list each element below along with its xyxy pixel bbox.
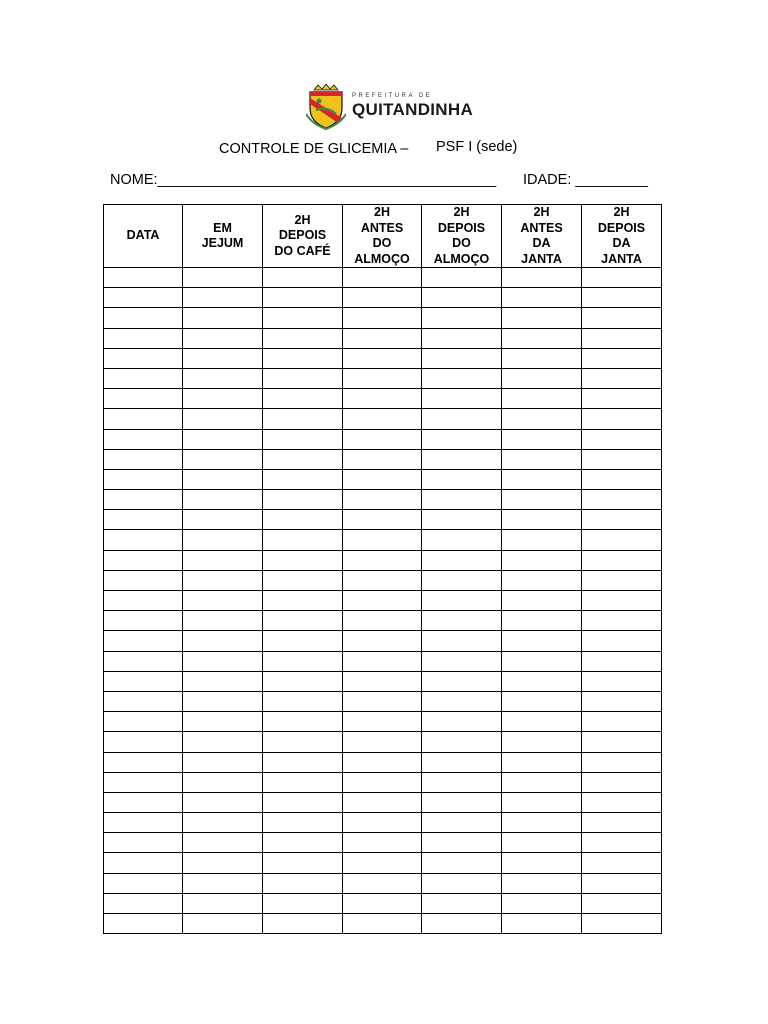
table-cell[interactable]	[343, 792, 422, 812]
table-cell[interactable]	[104, 510, 183, 530]
table-cell[interactable]	[104, 328, 183, 348]
table-cell[interactable]	[502, 914, 582, 934]
table-cell[interactable]	[263, 611, 343, 631]
table-cell[interactable]	[422, 631, 502, 651]
column-header-em-jejum: EM JEJUM	[183, 205, 263, 268]
table-cell[interactable]	[422, 732, 502, 752]
table-cell[interactable]	[104, 530, 183, 550]
table-cell[interactable]	[104, 792, 183, 812]
logo-prefeitura-text: PREFEITURA DE	[352, 93, 433, 99]
table-cell[interactable]	[502, 530, 582, 550]
table-cell[interactable]	[422, 429, 502, 449]
table-cell[interactable]	[263, 328, 343, 348]
table-cell[interactable]	[263, 732, 343, 752]
table-cell[interactable]	[502, 268, 582, 288]
table-cell[interactable]	[343, 651, 422, 671]
table-cell[interactable]	[422, 409, 502, 429]
table-cell[interactable]	[343, 631, 422, 651]
table-cell[interactable]	[263, 389, 343, 409]
table-cell[interactable]	[343, 409, 422, 429]
table-cell[interactable]	[502, 409, 582, 429]
table-cell[interactable]	[263, 530, 343, 550]
table-cell[interactable]	[582, 813, 662, 833]
table-cell[interactable]	[502, 469, 582, 489]
table-cell[interactable]	[502, 631, 582, 651]
table-cell[interactable]	[343, 389, 422, 409]
table-cell[interactable]	[502, 792, 582, 812]
table-cell[interactable]	[422, 651, 502, 671]
quitandinha-logo	[306, 84, 476, 130]
table-row	[104, 490, 662, 510]
table-cell[interactable]	[422, 914, 502, 934]
table-cell[interactable]	[263, 671, 343, 691]
table-cell[interactable]	[263, 268, 343, 288]
table-cell[interactable]	[502, 772, 582, 792]
table-cell[interactable]	[582, 732, 662, 752]
table-cell[interactable]	[183, 691, 263, 711]
table-cell[interactable]	[263, 691, 343, 711]
table-cell[interactable]	[343, 752, 422, 772]
table-row	[104, 893, 662, 913]
table-cell[interactable]	[343, 853, 422, 873]
table-cell[interactable]	[582, 570, 662, 590]
table-cell[interactable]	[502, 510, 582, 530]
table-cell[interactable]	[502, 429, 582, 449]
table-cell[interactable]	[263, 712, 343, 732]
table-cell[interactable]	[582, 873, 662, 893]
table-cell[interactable]	[422, 893, 502, 913]
table-cell[interactable]	[183, 732, 263, 752]
table-cell[interactable]	[343, 671, 422, 691]
column-header-2h-antes-almoco: 2H ANTES DO ALMOÇO	[343, 205, 422, 268]
table-cell[interactable]	[582, 712, 662, 732]
table-cell[interactable]	[183, 429, 263, 449]
table-row	[104, 671, 662, 691]
table-cell[interactable]	[422, 671, 502, 691]
table-cell[interactable]	[582, 631, 662, 651]
table-cell[interactable]	[104, 893, 183, 913]
table-cell[interactable]	[263, 873, 343, 893]
column-header-2h-antes-janta: 2H ANTES DA JANTA	[502, 205, 582, 268]
table-cell[interactable]	[263, 752, 343, 772]
table-cell[interactable]	[343, 530, 422, 550]
table-cell[interactable]	[582, 752, 662, 772]
column-header-2h-depois-almoco: 2H DEPOIS DO ALMOÇO	[422, 205, 502, 268]
table-cell[interactable]	[582, 893, 662, 913]
table-cell[interactable]	[263, 348, 343, 368]
table-cell[interactable]	[502, 570, 582, 590]
table-cell[interactable]	[422, 873, 502, 893]
glicemia-table	[103, 204, 662, 934]
table-cell[interactable]	[422, 368, 502, 388]
table-cell[interactable]	[582, 389, 662, 409]
table-cell[interactable]	[104, 570, 183, 590]
table-cell[interactable]	[263, 631, 343, 651]
table-cell[interactable]	[183, 368, 263, 388]
table-cell[interactable]	[582, 772, 662, 792]
table-cell[interactable]	[422, 570, 502, 590]
table-cell[interactable]	[343, 550, 422, 570]
table-cell[interactable]	[422, 510, 502, 530]
table-cell[interactable]	[582, 510, 662, 530]
table-cell[interactable]	[343, 914, 422, 934]
table-cell[interactable]	[263, 914, 343, 934]
table-cell[interactable]	[582, 409, 662, 429]
table-cell[interactable]	[183, 772, 263, 792]
table-cell[interactable]	[343, 469, 422, 489]
table-row	[104, 510, 662, 530]
table-cell[interactable]	[263, 570, 343, 590]
page-title: CONTROLE DE GLICEMIA –	[219, 141, 409, 157]
table-cell[interactable]	[183, 813, 263, 833]
table-cell[interactable]	[183, 530, 263, 550]
table-cell[interactable]	[183, 792, 263, 812]
table-cell[interactable]	[343, 813, 422, 833]
table-row	[104, 813, 662, 833]
table-cell[interactable]	[263, 429, 343, 449]
table-cell[interactable]	[104, 308, 183, 328]
table-cell[interactable]	[183, 570, 263, 590]
table-cell[interactable]	[263, 449, 343, 469]
table-cell[interactable]	[502, 348, 582, 368]
table-cell[interactable]	[422, 591, 502, 611]
table-cell[interactable]	[343, 288, 422, 308]
table-row	[104, 651, 662, 671]
table-cell[interactable]	[422, 530, 502, 550]
table-cell[interactable]	[183, 651, 263, 671]
table-cell[interactable]	[502, 288, 582, 308]
table-cell[interactable]	[104, 449, 183, 469]
table-cell[interactable]	[343, 368, 422, 388]
table-cell[interactable]	[183, 914, 263, 934]
table-cell[interactable]	[343, 429, 422, 449]
table-cell[interactable]	[502, 490, 582, 510]
table-cell[interactable]	[582, 833, 662, 853]
table-cell[interactable]	[263, 893, 343, 913]
column-header-2h-depois-cafe: 2H DEPOIS DO CAFÉ	[263, 205, 343, 268]
table-row	[104, 611, 662, 631]
table-cell[interactable]	[183, 510, 263, 530]
table-cell[interactable]	[582, 368, 662, 388]
table-cell[interactable]	[343, 490, 422, 510]
table-row	[104, 348, 662, 368]
table-row	[104, 591, 662, 611]
table-cell[interactable]	[502, 389, 582, 409]
table-cell[interactable]	[183, 671, 263, 691]
table-cell[interactable]	[343, 712, 422, 732]
table-cell[interactable]	[422, 449, 502, 469]
table-cell[interactable]	[183, 873, 263, 893]
table-cell[interactable]	[183, 389, 263, 409]
table-cell[interactable]	[343, 772, 422, 792]
table-cell[interactable]	[343, 510, 422, 530]
table-cell[interactable]	[422, 792, 502, 812]
table-cell[interactable]	[502, 449, 582, 469]
table-cell[interactable]	[183, 268, 263, 288]
table-cell[interactable]	[422, 813, 502, 833]
table-cell[interactable]	[502, 853, 582, 873]
table-cell[interactable]	[582, 792, 662, 812]
table-cell[interactable]	[183, 611, 263, 631]
table-cell[interactable]	[582, 449, 662, 469]
table-cell[interactable]	[183, 833, 263, 853]
table-cell[interactable]	[582, 550, 662, 570]
table-cell[interactable]	[104, 651, 183, 671]
table-cell[interactable]	[502, 611, 582, 631]
table-cell[interactable]	[104, 712, 183, 732]
table-row	[104, 449, 662, 469]
table-cell[interactable]	[263, 368, 343, 388]
table-cell[interactable]	[422, 328, 502, 348]
coat-of-arms-icon	[306, 84, 346, 130]
table-cell[interactable]	[502, 651, 582, 671]
table-row	[104, 389, 662, 409]
table-cell[interactable]	[502, 873, 582, 893]
table-cell[interactable]	[343, 308, 422, 328]
table-cell[interactable]	[104, 752, 183, 772]
column-header-data: DATA	[104, 205, 183, 268]
table-cell[interactable]	[343, 893, 422, 913]
table-cell[interactable]	[104, 873, 183, 893]
table-cell[interactable]	[582, 490, 662, 510]
table-cell[interactable]	[263, 813, 343, 833]
table-cell[interactable]	[104, 288, 183, 308]
table-cell[interactable]	[582, 288, 662, 308]
table-row	[104, 268, 662, 288]
table-row	[104, 712, 662, 732]
table-cell[interactable]	[183, 348, 263, 368]
table-cell[interactable]	[104, 631, 183, 651]
table-cell[interactable]	[104, 348, 183, 368]
table-cell[interactable]	[104, 813, 183, 833]
table-cell[interactable]	[422, 469, 502, 489]
table-cell[interactable]	[104, 591, 183, 611]
table-cell[interactable]	[104, 671, 183, 691]
table-cell[interactable]	[422, 308, 502, 328]
table-row	[104, 772, 662, 792]
table-cell[interactable]	[502, 752, 582, 772]
table-cell[interactable]	[502, 813, 582, 833]
table-cell[interactable]	[104, 368, 183, 388]
table-cell[interactable]	[582, 469, 662, 489]
table-row	[104, 368, 662, 388]
table-cell[interactable]	[343, 611, 422, 631]
table-cell[interactable]	[104, 429, 183, 449]
table-cell[interactable]	[183, 308, 263, 328]
table-cell[interactable]	[104, 833, 183, 853]
table-row	[104, 550, 662, 570]
table-cell[interactable]	[422, 611, 502, 631]
table-cell[interactable]	[502, 691, 582, 711]
table-cell[interactable]	[343, 348, 422, 368]
table-row	[104, 308, 662, 328]
column-header-2h-depois-janta: 2H DEPOIS DA JANTA	[582, 205, 662, 268]
table-cell[interactable]	[582, 530, 662, 550]
table-row	[104, 853, 662, 873]
table-cell[interactable]	[422, 772, 502, 792]
table-cell[interactable]	[582, 328, 662, 348]
table-cell[interactable]	[422, 288, 502, 308]
idade-field-label: IDADE: _________	[523, 172, 648, 188]
table-header-row	[104, 205, 662, 268]
table-row	[104, 732, 662, 752]
table-cell[interactable]	[343, 570, 422, 590]
table-row	[104, 631, 662, 651]
table-cell[interactable]	[183, 469, 263, 489]
table-cell[interactable]	[183, 409, 263, 429]
table-cell[interactable]	[263, 469, 343, 489]
table-cell[interactable]	[104, 853, 183, 873]
table-cell[interactable]	[104, 611, 183, 631]
table-row	[104, 429, 662, 449]
table-cell[interactable]	[582, 308, 662, 328]
table-cell[interactable]	[104, 772, 183, 792]
table-cell[interactable]	[582, 429, 662, 449]
table-cell[interactable]	[104, 914, 183, 934]
table-cell[interactable]	[183, 328, 263, 348]
table-row	[104, 328, 662, 348]
table-cell[interactable]	[582, 671, 662, 691]
table-cell[interactable]	[343, 449, 422, 469]
table-cell[interactable]	[183, 550, 263, 570]
table-cell[interactable]	[343, 833, 422, 853]
table-cell[interactable]	[104, 550, 183, 570]
table-cell[interactable]	[502, 732, 582, 752]
table-cell[interactable]	[582, 691, 662, 711]
table-row	[104, 288, 662, 308]
table-row	[104, 833, 662, 853]
table-cell[interactable]	[343, 591, 422, 611]
table-cell[interactable]	[183, 853, 263, 873]
table-cell[interactable]	[263, 833, 343, 853]
table-cell[interactable]	[104, 409, 183, 429]
table-cell[interactable]	[104, 490, 183, 510]
table-row	[104, 570, 662, 590]
table-cell[interactable]	[343, 691, 422, 711]
table-cell[interactable]	[263, 853, 343, 873]
table-cell[interactable]	[104, 389, 183, 409]
table-cell[interactable]	[422, 268, 502, 288]
logo-city-name: QUITANDINHA	[352, 100, 474, 119]
table-cell[interactable]	[104, 732, 183, 752]
table-cell[interactable]	[502, 671, 582, 691]
table-cell[interactable]	[183, 288, 263, 308]
table-cell[interactable]	[263, 409, 343, 429]
table-row	[104, 530, 662, 550]
table-cell[interactable]	[343, 328, 422, 348]
table-body	[104, 268, 662, 934]
table-cell[interactable]	[422, 490, 502, 510]
table-cell[interactable]	[104, 469, 183, 489]
table-cell[interactable]	[104, 691, 183, 711]
table-cell[interactable]	[263, 772, 343, 792]
table-row	[104, 752, 662, 772]
table-row	[104, 691, 662, 711]
table-cell[interactable]	[263, 792, 343, 812]
table-row	[104, 873, 662, 893]
table-cell[interactable]	[422, 853, 502, 873]
table-row	[104, 792, 662, 812]
table-cell[interactable]	[263, 550, 343, 570]
table-cell[interactable]	[502, 368, 582, 388]
table-cell[interactable]	[343, 268, 422, 288]
table-cell[interactable]	[582, 611, 662, 631]
table-cell[interactable]	[422, 550, 502, 570]
table-row	[104, 409, 662, 429]
table-cell[interactable]	[422, 348, 502, 368]
table-cell[interactable]	[582, 853, 662, 873]
table-cell[interactable]	[582, 348, 662, 368]
table-cell[interactable]	[263, 591, 343, 611]
table-cell[interactable]	[183, 712, 263, 732]
table-cell[interactable]	[183, 490, 263, 510]
table-cell[interactable]	[183, 631, 263, 651]
table-cell[interactable]	[502, 893, 582, 913]
table-cell[interactable]	[343, 873, 422, 893]
table-row	[104, 914, 662, 934]
page-subtitle: PSF I (sede)	[436, 139, 518, 155]
table-cell[interactable]	[582, 591, 662, 611]
table-cell[interactable]	[263, 288, 343, 308]
table-cell[interactable]	[183, 893, 263, 913]
table-cell[interactable]	[582, 268, 662, 288]
table-cell[interactable]	[422, 712, 502, 732]
table-cell[interactable]	[263, 651, 343, 671]
table-cell[interactable]	[263, 490, 343, 510]
table-cell[interactable]	[502, 833, 582, 853]
table-cell[interactable]	[582, 914, 662, 934]
table-row	[104, 469, 662, 489]
table-cell[interactable]	[502, 712, 582, 732]
table-cell[interactable]	[422, 389, 502, 409]
table-cell[interactable]	[183, 591, 263, 611]
table-cell[interactable]	[502, 308, 582, 328]
table-cell[interactable]	[582, 651, 662, 671]
table-cell[interactable]	[263, 308, 343, 328]
table-cell[interactable]	[263, 510, 343, 530]
table-cell[interactable]	[502, 550, 582, 570]
table-cell[interactable]	[422, 691, 502, 711]
table-cell[interactable]	[183, 449, 263, 469]
table-cell[interactable]	[502, 591, 582, 611]
table-cell[interactable]	[343, 732, 422, 752]
table-cell[interactable]	[422, 833, 502, 853]
nome-field-label: NOME:__________________________________________	[110, 172, 497, 188]
table-cell[interactable]	[104, 268, 183, 288]
table-cell[interactable]	[422, 752, 502, 772]
table-cell[interactable]	[183, 752, 263, 772]
table-cell[interactable]	[502, 328, 582, 348]
